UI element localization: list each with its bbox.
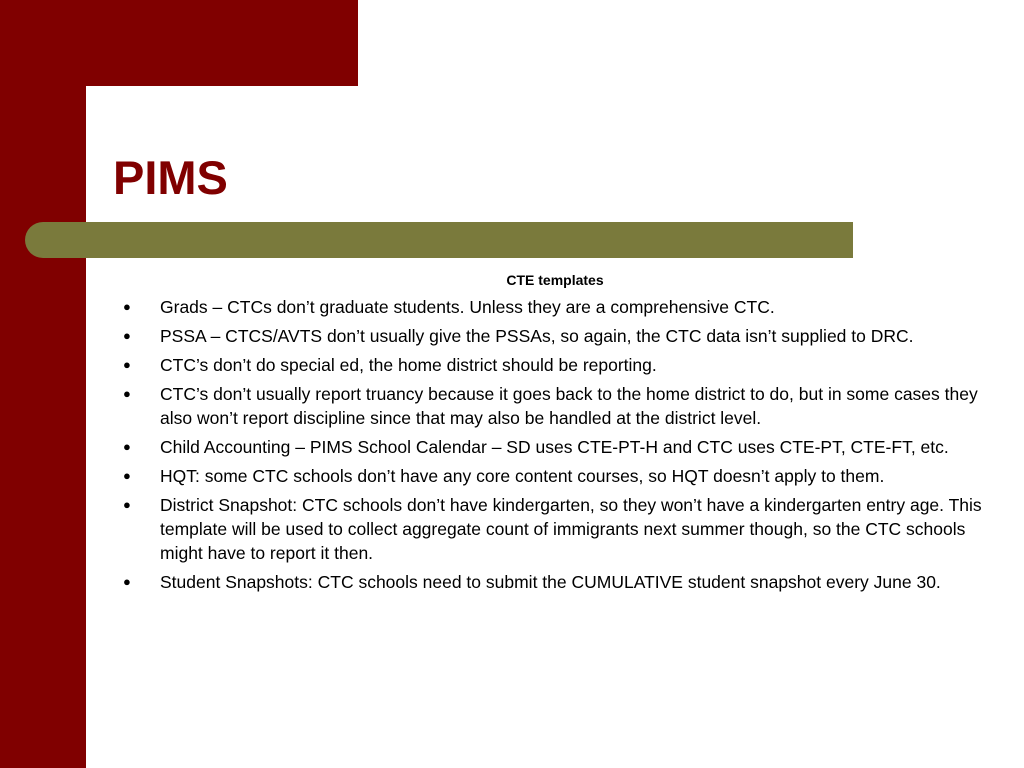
bullet-icon: ● xyxy=(123,497,131,512)
list-item xyxy=(0,295,1024,319)
title-underline-bar xyxy=(25,222,853,258)
bullet-text: Student Snapshots: CTC schools need to submit the CUMULATIVE student snapshot every June 30. xyxy=(160,572,941,592)
bullet-icon: ● xyxy=(123,574,131,589)
bullet-icon: ● xyxy=(123,357,131,372)
bullet-icon: ● xyxy=(123,468,131,483)
list-item xyxy=(0,324,1024,348)
list-item xyxy=(0,435,1024,459)
bullet-text: PSSA – CTCS/AVTS don’t usually give the PSSAs, so again, the CTC data isn’t supplied to DRC. xyxy=(160,326,914,346)
top-decorative-block xyxy=(0,0,358,86)
list-item xyxy=(0,493,1024,565)
slide-subheading: CTE templates xyxy=(506,272,604,288)
bullet-icon: ● xyxy=(123,439,131,454)
list-item xyxy=(0,382,1024,430)
bullet-text: CTC’s don’t usually report truancy because it goes back to the home district to do, but in some cases they also won’t report discipline since that may also be handled at the district level. xyxy=(160,384,978,428)
slide-title: PIMS xyxy=(113,151,228,204)
bullet-icon: ● xyxy=(123,328,131,343)
bullet-text: Grads – CTCs don’t graduate students. Unless they are a comprehensive CTC. xyxy=(160,297,775,317)
bullet-text: Child Accounting – PIMS School Calendar – SD uses CTE-PT-H and CTC uses CTE-PT, CTE-FT, etc. xyxy=(160,437,949,457)
list-item xyxy=(0,353,1024,377)
bullet-text: CTC’s don’t do special ed, the home district should be reporting. xyxy=(160,355,657,375)
bullet-icon: ● xyxy=(123,299,131,314)
bullet-text: HQT: some CTC schools don’t have any core content courses, so HQT doesn’t apply to them. xyxy=(160,466,885,486)
bullet-icon: ● xyxy=(123,386,131,401)
list-item xyxy=(0,570,1024,594)
bullet-list xyxy=(0,295,1024,599)
list-item xyxy=(0,464,1024,488)
bullet-text: District Snapshot: CTC schools don’t have kindergarten, so they won’t have a kindergarten entry age. This template will be used to collect aggregate count of immigrants next summer though, so the CTC schools might have to report it then. xyxy=(160,495,982,563)
